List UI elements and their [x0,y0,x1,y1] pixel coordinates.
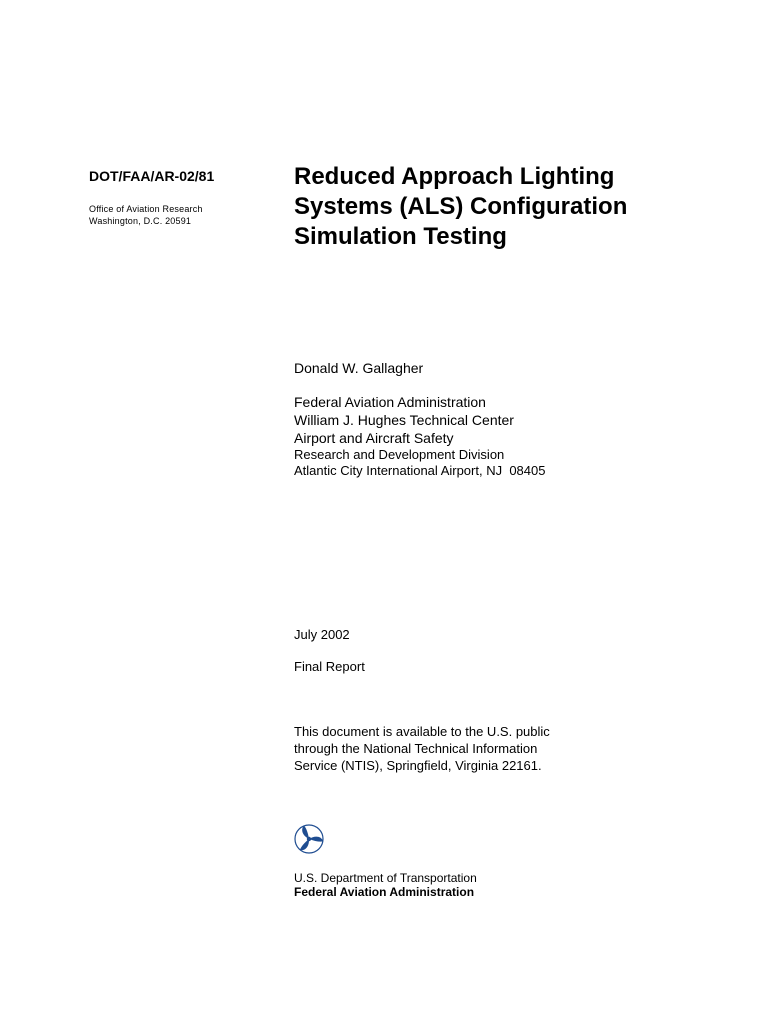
report-number: DOT/FAA/AR-02/81 [89,168,215,184]
title-line-2: Systems (ALS) Configuration [294,193,628,220]
office-block [89,203,203,227]
organization-block [294,393,545,479]
agency-name: Federal Aviation Administration [294,885,475,899]
org-line-1: Federal Aviation Administration [294,394,486,410]
availability-line-3: Service (NTIS), Springfield, Virginia 22161. [294,758,542,773]
title-line-3: Simulation Testing [294,223,507,250]
logo-center [307,837,311,841]
page-title [294,162,734,252]
org-line-4: Research and Development Division [294,447,505,462]
org-line-3: Airport and Aircraft Safety [294,430,454,446]
availability-line-1: This document is available to the U.S. public [294,724,550,739]
title-line-1: Reduced Approach Lighting [294,163,615,190]
logo-svg [294,824,324,854]
availability-statement [294,723,550,774]
org-line-2: William J. Hughes Technical Center [294,412,514,428]
office-address: Washington, D.C. 20591 [89,216,192,226]
org-line-5: Atlantic City International Airport, NJ 08405 [294,463,546,478]
report-date: July 2002 [294,627,350,642]
author-name: Donald W. Gallagher [294,360,424,376]
availability-line-2: through the National Technical Information [294,741,538,756]
department-name: U.S. Department of Transportation [294,871,477,885]
office-name: Office of Aviation Research [89,204,203,214]
dot-triskelion-logo-icon [294,824,324,854]
report-type: Final Report [294,659,365,674]
